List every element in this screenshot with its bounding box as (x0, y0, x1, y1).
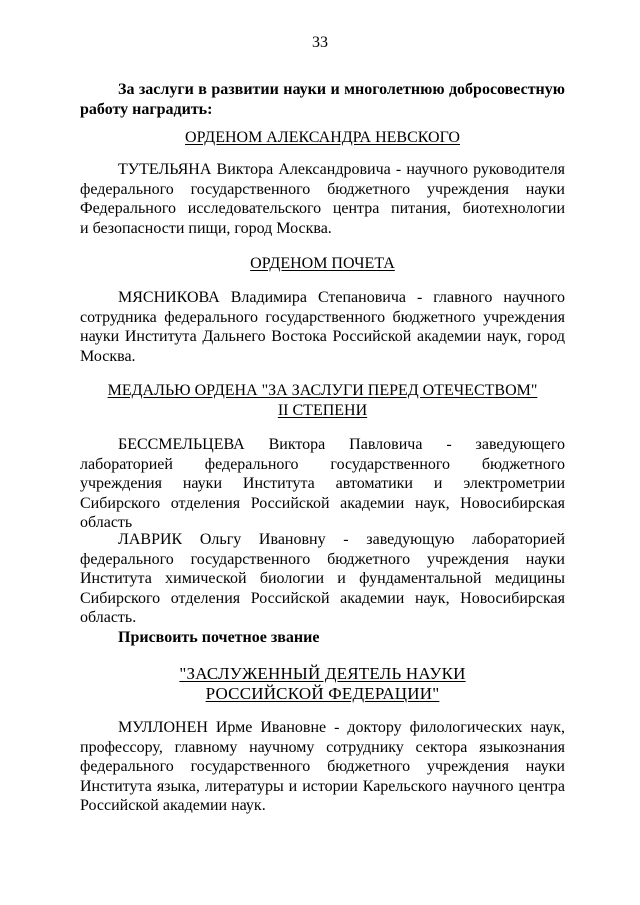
award-intro-line2: работу наградить: (80, 100, 213, 118)
honorary-title-heading (80, 664, 565, 704)
section3-person2-paragraph (80, 530, 565, 628)
section3-heading (80, 381, 565, 420)
person1-line: учреждения науки Института автоматики и электрометрии (80, 475, 565, 493)
person1-line: Сибирского отделения Российской академии наук, Новосибирская (80, 494, 565, 512)
award-intro (80, 80, 565, 119)
honorary-title-line1: "ЗАСЛУЖЕННЫЙ ДЕЯТЕЛЬ НАУКИ (179, 664, 466, 683)
section1-line: ТУТЕЛЬЯНА Виктора Александровича - научного руководителя (118, 161, 565, 178)
section3-person1-paragraph (80, 435, 565, 533)
honorary-title-label: Присвоить почетное звание (118, 629, 320, 646)
award-intro-line1: За заслуги в развитии науки и многолетнюю добросовестную (118, 81, 565, 98)
section1-line: федерального государственного бюджетного учреждения науки (80, 180, 565, 198)
honorary-line: МУЛЛОНЕН Ирме Ивановне - доктору филологических наук, (118, 719, 565, 736)
honorary-line: Российской академии наук. (80, 797, 266, 815)
person2-line: ЛАВРИК Ольгу Ивановну - заведующую лабораторией (118, 531, 565, 548)
section2-line: Москва. (80, 347, 136, 365)
honorary-line: профессору, главному научному сотруднику сектора языкознания (80, 738, 565, 756)
person1-line: БЕССМЕЛЬЦЕВА Виктора Павловича - заведующего (118, 436, 565, 453)
section1-heading: ОРДЕНОМ АЛЕКСАНДРА НЕВСКОГО (185, 129, 460, 146)
honorary-line: Института языка, литературы и истории Карельского научного центра (80, 777, 565, 795)
section2-line: МЯСНИКОВА Владимира Степановича - главного научного (118, 289, 565, 306)
person2-line: область. (80, 609, 137, 627)
section1-line: Федерального исследовательского центра питания, биотехнологии (80, 200, 565, 218)
section2-paragraph (80, 288, 565, 366)
section2-line: науки Института Дальнего Востока Российской академии наук, город (80, 328, 565, 346)
honorary-line: федерального государственного бюджетного учреждения науки (80, 758, 565, 776)
section2-heading: ОРДЕНОМ ПОЧЕТА (250, 255, 395, 272)
person2-line: Сибирского отделения Российской академии наук, Новосибирская (80, 589, 565, 607)
person2-line: Института химической биологии и фундаментальной медицины (80, 570, 565, 588)
person1-line: область (80, 514, 133, 532)
section1-line: и безопасности пищи, город Москва. (80, 219, 332, 237)
person1-line: лабораторией федерального государственного бюджетного (80, 455, 565, 473)
page-number: 33 (312, 34, 328, 51)
person2-line: федерального государственного бюджетного учреждения науки (80, 550, 565, 568)
section2-line: сотрудника федерального государственного бюджетного учреждения (80, 308, 565, 326)
section1-paragraph (80, 160, 565, 238)
section3-heading-line1: МЕДАЛЬЮ ОРДЕНА "ЗА ЗАСЛУГИ ПЕРЕД ОТЕЧЕСТВОМ" (107, 382, 538, 399)
section3-heading-line2: II СТЕПЕНИ (277, 401, 368, 419)
honorary-paragraph (80, 718, 565, 816)
honorary-title-line2: РОССИЙСКОЙ ФЕДЕРАЦИИ" (205, 684, 440, 703)
